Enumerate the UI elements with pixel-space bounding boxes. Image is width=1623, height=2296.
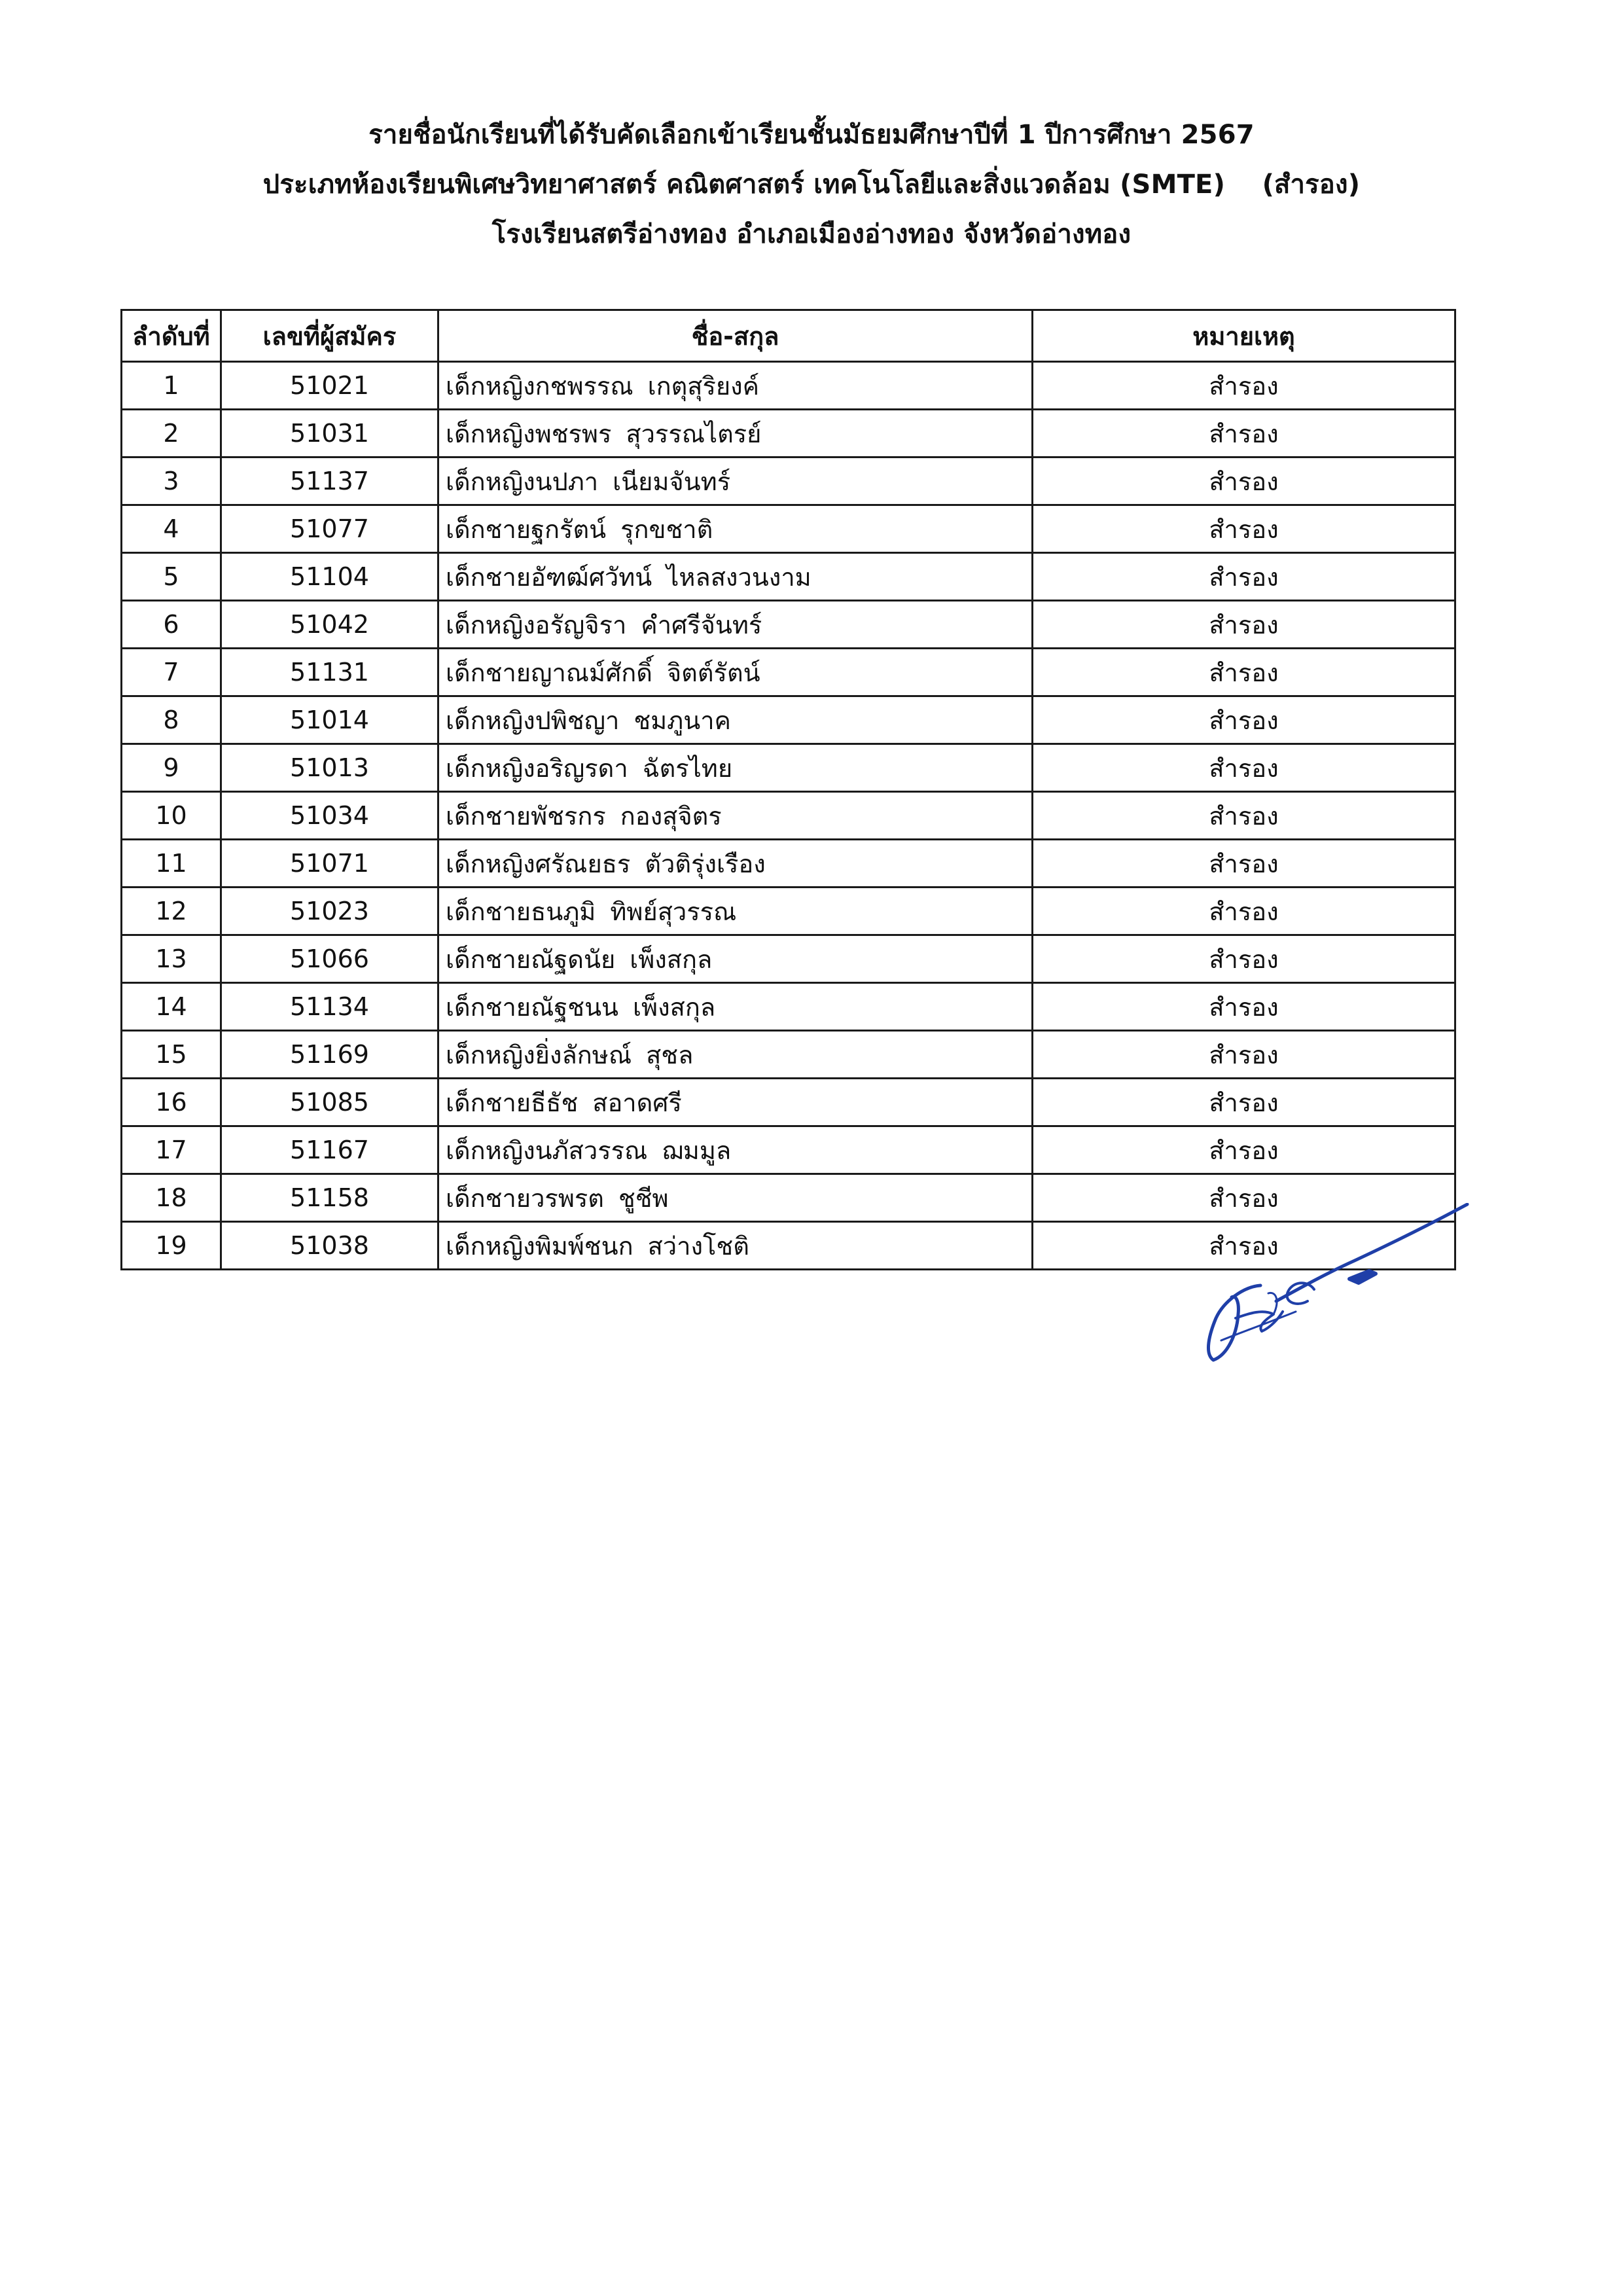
first-name: เด็กหญิงพิมพ์ชนก (446, 1231, 633, 1261)
cell-applicant-no: 51034 (221, 792, 438, 840)
first-name: เด็กหญิงอริญรดา (446, 753, 628, 783)
table-row (122, 888, 1455, 935)
cell-note: สำรอง (1033, 649, 1455, 696)
first-name: เด็กหญิงปพิชญา (446, 706, 620, 735)
cell-no: 19 (122, 1222, 221, 1270)
cell-applicant-no: 51023 (221, 888, 438, 935)
table-row (122, 1079, 1455, 1126)
last-name: เพ็งสกุล (633, 992, 716, 1022)
cell-applicant-no: 51021 (221, 362, 438, 410)
cell-no: 6 (122, 601, 221, 649)
cell-name (438, 1174, 1033, 1222)
last-name: ชูชีพ (618, 1183, 669, 1213)
cell-no: 4 (122, 505, 221, 553)
cell-note: สำรอง (1033, 553, 1455, 601)
last-name: ทิพย์สุวรรณ (610, 897, 737, 926)
last-name: สุวรรณไตรย์ (626, 419, 762, 448)
cell-no: 1 (122, 362, 221, 410)
cell-note: สำรอง (1033, 792, 1455, 840)
cell-no: 5 (122, 553, 221, 601)
first-name: เด็กหญิงพชรพร (446, 419, 612, 448)
document-header (0, 110, 1623, 259)
last-name: ชมภูนาค (633, 706, 731, 735)
cell-name (438, 744, 1033, 792)
last-name: กองสุจิตร (620, 801, 722, 831)
first-name: เด็กชายวรพรต (446, 1183, 604, 1213)
cell-note: สำรอง (1033, 362, 1455, 410)
last-name: สว่างโชติ (647, 1231, 749, 1261)
cell-no: 9 (122, 744, 221, 792)
cell-no: 12 (122, 888, 221, 935)
first-name: เด็กชายพัชรกร (446, 801, 606, 831)
cell-no: 14 (122, 983, 221, 1031)
table-header-row (122, 310, 1455, 362)
cell-name (438, 983, 1033, 1031)
cell-note: สำรอง (1033, 457, 1455, 505)
header-note: หมายเหตุ (1033, 310, 1455, 362)
cell-applicant-no: 51071 (221, 840, 438, 888)
last-name: เพ็งสกุล (630, 944, 713, 974)
cell-no: 18 (122, 1174, 221, 1222)
cell-name (438, 696, 1033, 744)
cell-note: สำรอง (1033, 1031, 1455, 1079)
cell-note: สำรอง (1033, 935, 1455, 983)
cell-name (438, 1222, 1033, 1270)
last-name: ตัวติรุ่งเรือง (645, 849, 766, 878)
cell-no: 3 (122, 457, 221, 505)
header-no: ลำดับที่ (122, 310, 221, 362)
last-name: รุกขชาติ (620, 514, 713, 544)
first-name: เด็กหญิงอรัญจิรา (446, 610, 627, 639)
cell-note: สำรอง (1033, 1126, 1455, 1174)
cell-name (438, 362, 1033, 410)
table-row (122, 744, 1455, 792)
table-row (122, 649, 1455, 696)
cell-note: สำรอง (1033, 888, 1455, 935)
cell-applicant-no: 51085 (221, 1079, 438, 1126)
cell-no: 16 (122, 1079, 221, 1126)
cell-applicant-no: 51134 (221, 983, 438, 1031)
header-title: รายชื่อนักเรียนที่ได้รับคัดเลือกเข้าเรียนชั้นมัธยมศึกษาปีที่ 1 ปีการศึกษา 2567 (368, 120, 1255, 150)
cell-name (438, 1079, 1033, 1126)
last-name: เกตุสุริยงค์ (647, 371, 760, 401)
table-row (122, 840, 1455, 888)
first-name: เด็กชายณัฐดนัย (446, 944, 616, 974)
last-name: คำศรีจันทร์ (641, 610, 762, 639)
cell-no: 11 (122, 840, 221, 888)
last-name: สอาดศรี (592, 1088, 682, 1117)
cell-name (438, 457, 1033, 505)
table-body (122, 362, 1455, 1270)
first-name: เด็กชายณัฐชนน (446, 992, 619, 1022)
table-row (122, 935, 1455, 983)
table-row (122, 1126, 1455, 1174)
handwritten-signature (1198, 1203, 1472, 1367)
table-row (122, 601, 1455, 649)
cell-name (438, 553, 1033, 601)
header-program: ประเภทห้องเรียนพิเศษวิทยาศาสตร์ คณิตศาสตร์ เทคโนโลยีและสิ่งแวดล้อม (SMTE) (สำรอง) (262, 170, 1361, 200)
first-name: เด็กหญิงนภัสวรรณ (446, 1136, 648, 1165)
header-applicant-no: เลขที่ผู้สมัคร (221, 310, 438, 362)
cell-name (438, 649, 1033, 696)
header-name: ชื่อ-สกุล (438, 310, 1033, 362)
cell-note: สำรอง (1033, 1174, 1455, 1222)
cell-note: สำรอง (1033, 1079, 1455, 1126)
cell-name (438, 410, 1033, 457)
table-row (122, 983, 1455, 1031)
cell-note: สำรอง (1033, 1222, 1455, 1270)
cell-applicant-no: 51167 (221, 1126, 438, 1174)
cell-name (438, 1126, 1033, 1174)
first-name: เด็กชายอัฑฒ์ศวัทน์ (446, 562, 652, 592)
header-school: โรงเรียนสตรีอ่างทอง อำเภอเมืองอ่างทอง จังหวัดอ่างทอง (491, 219, 1132, 249)
table-row (122, 457, 1455, 505)
cell-note: สำรอง (1033, 601, 1455, 649)
cell-applicant-no: 51031 (221, 410, 438, 457)
cell-name (438, 505, 1033, 553)
cell-applicant-no: 51038 (221, 1222, 438, 1270)
cell-no: 10 (122, 792, 221, 840)
cell-no: 13 (122, 935, 221, 983)
cell-no: 7 (122, 649, 221, 696)
cell-applicant-no: 51066 (221, 935, 438, 983)
cell-note: สำรอง (1033, 505, 1455, 553)
last-name: สุชล (646, 1040, 694, 1069)
last-name: ไหลสงวนงาม (666, 562, 812, 592)
first-name: เด็กชายฐกรัตน์ (446, 514, 607, 544)
cell-note: สำรอง (1033, 410, 1455, 457)
cell-no: 8 (122, 696, 221, 744)
cell-name (438, 1031, 1033, 1079)
table-row (122, 696, 1455, 744)
cell-name (438, 840, 1033, 888)
table-row (122, 792, 1455, 840)
first-name: เด็กชายธนภูมิ (446, 897, 596, 926)
cell-name (438, 935, 1033, 983)
cell-name (438, 888, 1033, 935)
cell-applicant-no: 51042 (221, 601, 438, 649)
cell-applicant-no: 51158 (221, 1174, 438, 1222)
first-name: เด็กชายธีธัช (446, 1088, 579, 1117)
last-name: ฉัตรไทย (642, 753, 733, 783)
last-name: จิตต์รัตน์ (666, 658, 760, 687)
cell-no: 2 (122, 410, 221, 457)
table-row (122, 410, 1455, 457)
table-row (122, 362, 1455, 410)
last-name: เนียมจันทร์ (613, 467, 731, 496)
table-row (122, 553, 1455, 601)
student-list-table (120, 309, 1456, 1270)
cell-applicant-no: 51169 (221, 1031, 438, 1079)
cell-note: สำรอง (1033, 983, 1455, 1031)
cell-name (438, 601, 1033, 649)
cell-applicant-no: 51014 (221, 696, 438, 744)
first-name: เด็กชายญาณม์ศักดิ์ (446, 658, 652, 687)
first-name: เด็กหญิงยิ่งลักษณ์ (446, 1040, 632, 1069)
cell-applicant-no: 51077 (221, 505, 438, 553)
first-name: เด็กหญิงนปภา (446, 467, 599, 496)
cell-applicant-no: 51137 (221, 457, 438, 505)
cell-note: สำรอง (1033, 744, 1455, 792)
cell-applicant-no: 51131 (221, 649, 438, 696)
last-name: ฌมมูล (662, 1136, 732, 1165)
cell-name (438, 792, 1033, 840)
cell-no: 17 (122, 1126, 221, 1174)
cell-applicant-no: 51104 (221, 553, 438, 601)
cell-no: 15 (122, 1031, 221, 1079)
cell-note: สำรอง (1033, 696, 1455, 744)
table-row (122, 1031, 1455, 1079)
cell-applicant-no: 51013 (221, 744, 438, 792)
cell-note: สำรอง (1033, 840, 1455, 888)
first-name: เด็กหญิงศรัณยธร (446, 849, 631, 878)
table-row (122, 505, 1455, 553)
first-name: เด็กหญิงกชพรรณ (446, 371, 633, 401)
